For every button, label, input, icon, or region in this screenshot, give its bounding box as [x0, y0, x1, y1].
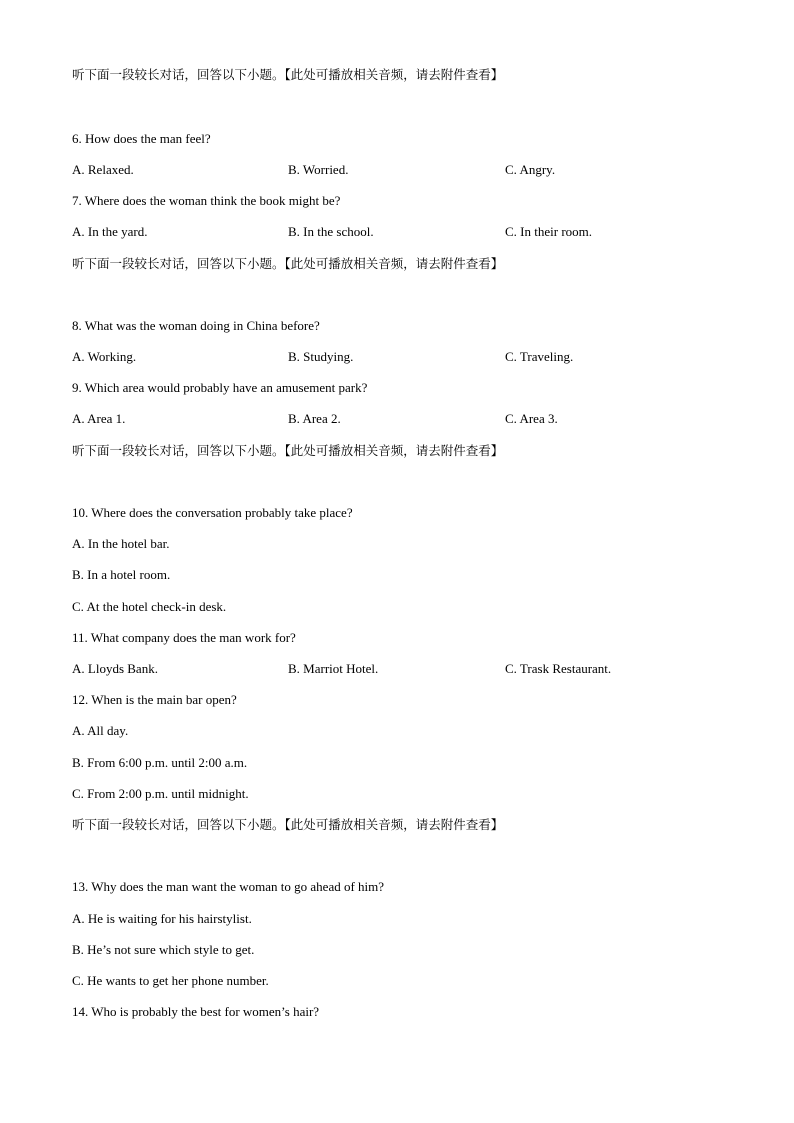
option-8c: C. Traveling.	[505, 349, 574, 364]
option-8b: B. Studying.	[288, 349, 354, 364]
option-6c: C. Angry.	[505, 162, 556, 177]
option-8a: A. Working.	[72, 349, 137, 364]
question-6: 6. How does the man feel?	[72, 131, 211, 146]
instruction-1: 听下面一段较长对话，回答以下小题。【此处可播放相关音频，请去附件查看】	[72, 67, 504, 82]
option-11a: A. Lloyds Bank.	[72, 661, 158, 676]
instruction-4: 听下面一段较长对话，回答以下小题。【此处可播放相关音频，请去附件查看】	[72, 817, 504, 832]
option-11c: C. Trask Restaurant.	[505, 661, 612, 676]
option-13c: C. He wants to get her phone number.	[72, 973, 269, 988]
option-13a: A. He is waiting for his hairstylist.	[72, 911, 252, 926]
option-13b: B. He’s not sure which style to get.	[72, 942, 255, 957]
option-9a: A. Area 1.	[72, 411, 126, 426]
option-7a: A. In the yard.	[72, 224, 148, 239]
option-12c: C. From 2:00 p.m. until midnight.	[72, 786, 249, 801]
question-13: 13. Why does the man want the woman to go ahead of him?	[72, 879, 385, 894]
option-11b: B. Marriot Hotel.	[288, 661, 379, 676]
option-7b: B. In the school.	[288, 224, 374, 239]
question-11: 11. What company does the man work for?	[72, 630, 296, 645]
option-7c: C. In their room.	[505, 224, 593, 239]
question-12: 12. When is the main bar open?	[72, 692, 237, 707]
option-10b: B. In a hotel room.	[72, 567, 171, 582]
question-10: 10. Where does the conversation probably take place?	[72, 505, 353, 520]
option-9b: B. Area 2.	[288, 411, 341, 426]
question-7: 7. Where does the woman think the book might be?	[72, 193, 341, 208]
option-6a: A. Relaxed.	[72, 162, 134, 177]
instruction-3: 听下面一段较长对话，回答以下小题。【此处可播放相关音频，请去附件查看】	[72, 443, 504, 458]
question-8: 8. What was the woman doing in China before?	[72, 318, 320, 333]
option-10c: C. At the hotel check-in desk.	[72, 599, 227, 614]
option-10a: A. In the hotel bar.	[72, 536, 170, 551]
question-14: 14. Who is probably the best for women’s hair?	[72, 1004, 320, 1019]
option-9c: C. Area 3.	[505, 411, 558, 426]
question-9: 9. Which area would probably have an amusement park?	[72, 380, 368, 395]
option-6b: B. Worried.	[288, 162, 349, 177]
option-12b: B. From 6:00 p.m. until 2:00 a.m.	[72, 755, 248, 770]
option-12a: A. All day.	[72, 723, 129, 738]
instruction-2: 听下面一段较长对话，回答以下小题。【此处可播放相关音频，请去附件查看】	[72, 256, 504, 271]
